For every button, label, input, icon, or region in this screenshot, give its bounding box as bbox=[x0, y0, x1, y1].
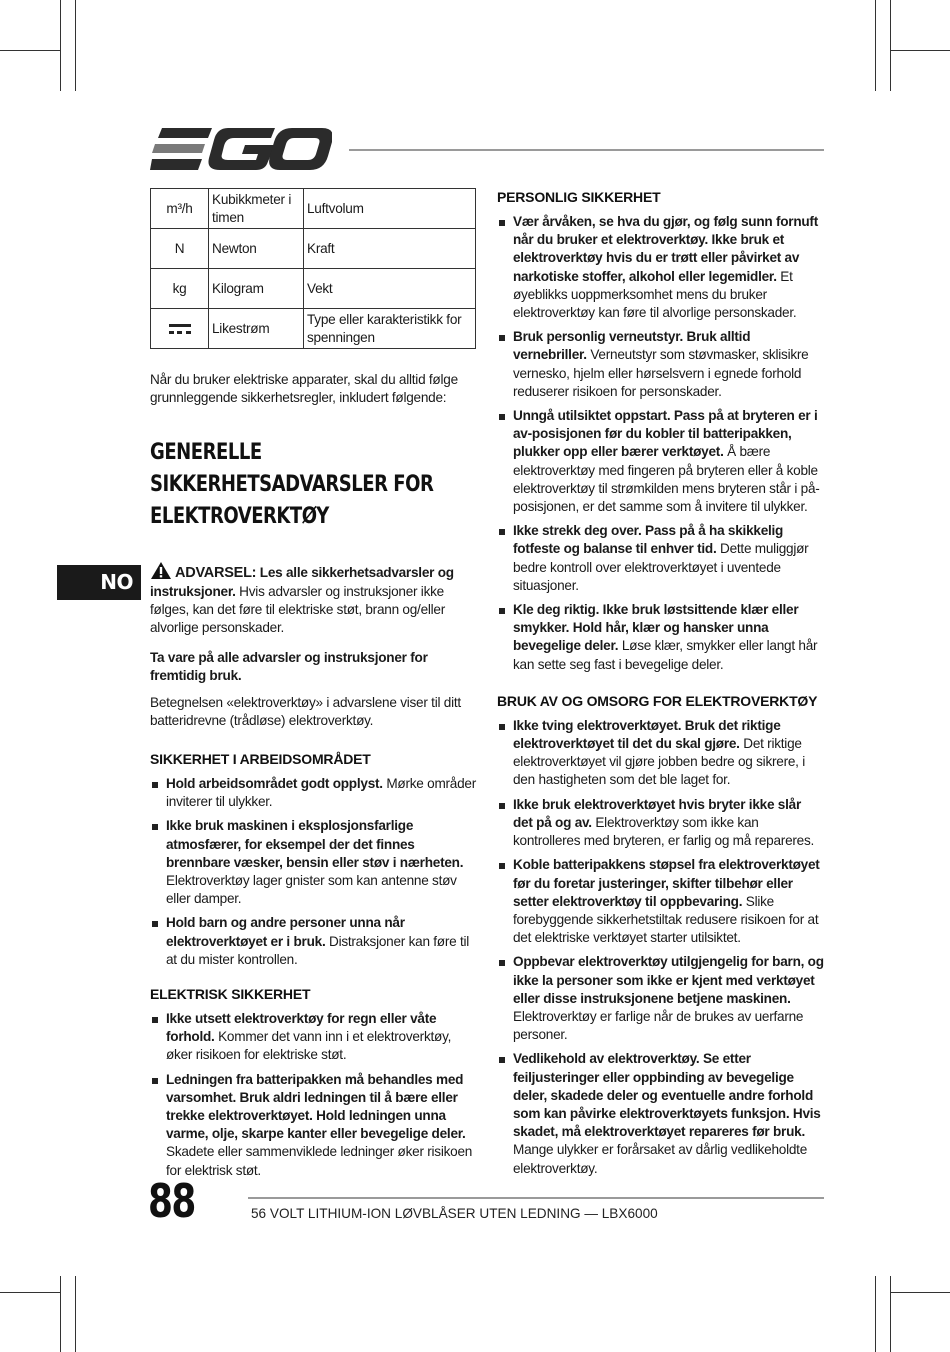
section-title: GENERELLE SIKKERHETSADVARSLER FOR ELEKTROVERKTØY bbox=[150, 440, 434, 530]
ego-logo bbox=[150, 128, 332, 170]
unit-meaning: Type eller karakteristikk for spenningen bbox=[304, 309, 476, 349]
warning-triangle-icon bbox=[150, 561, 172, 580]
unit-symbol: N bbox=[151, 229, 209, 269]
dc-symbol-icon bbox=[169, 323, 191, 335]
footer-product-title: 56 VOLT LITHIUM-ION LØVBLÅSER UTEN LEDNING — LBX6000 bbox=[251, 1206, 658, 1221]
list-item: Unngå utilsiktet oppstart. Pass på at bryteren er i av-posisjonen før du kobler til batteripakken, plukker opp eller bærer verktøyet. Å bære elektroverktøy med fingeren på bryteren eller å koble elektroverktøy til strømkilden mens bryteren står i på-posisjonen, er det samme som å invitere til ulykker. bbox=[497, 407, 824, 516]
section-heading: ELEKTRISK SIKKERHET bbox=[150, 986, 311, 1003]
bullet-list bbox=[150, 1010, 477, 1180]
list-item: Hold arbeidsområdet godt opplyst. Mørke områder inviterer til ulykker. bbox=[150, 775, 477, 811]
list-item: Kle deg riktig. Ikke bruk løstsittende klær eller smykker. Hold hår, klær og hansker unna bevegelige deler. Løse klær, smykker eller langt hår kan sette seg fast i bevegelige deler. bbox=[497, 601, 824, 674]
crop-mark bbox=[890, 1276, 891, 1352]
unit-symbol bbox=[151, 309, 209, 349]
list-item: Koble batteripakkens støpsel fra elektroverktøyet før du foretar justeringer, skifter tilbehør eller setter elektroverktøy til oppbevaring. Slike forebyggende sikkerhetstiltak redusere risikoen for at det elektriske verktøyet starter utilsiktet. bbox=[497, 856, 824, 947]
list-item: Vær årvåken, se hva du gjør, og følg sunn fornuft når du bruker et elektroverktøy. Ikke bruk et elektroverktøy hvis du er trøtt eller påvirket av narkotiske stoffer, alkohol eller legemidler. Et øyeblikks uoppmerksomhet mens du bruker elektroverktøy kan føre til alvorlige personskader. bbox=[497, 213, 824, 322]
footer-rule bbox=[248, 1197, 824, 1199]
crop-mark bbox=[60, 0, 61, 91]
unit-name: Kubikkmeter i timen bbox=[209, 189, 304, 229]
keep-instructions-note: Ta vare på alle advarsler og instruksjoner for fremtidig bruk. bbox=[150, 650, 428, 684]
header-rule bbox=[349, 149, 824, 151]
unit-name: Kilogram bbox=[209, 269, 304, 309]
warning-paragraph bbox=[150, 561, 477, 637]
bullet-list bbox=[497, 717, 824, 1178]
crop-mark bbox=[875, 0, 876, 91]
unit-meaning: Luftvolum bbox=[304, 189, 476, 229]
table-row bbox=[151, 229, 476, 269]
crop-mark bbox=[0, 1292, 60, 1293]
crop-mark bbox=[75, 1276, 76, 1352]
warning-text: Hvis advarsler og instruksjoner ikke følges, kan det føre til elektriske støt, brann og/eller alvorlige personskader. bbox=[150, 583, 446, 636]
right-column bbox=[497, 188, 824, 1184]
definition-text: Betegnelsen «elektroverktøy» i advarslene viser til ditt batteridrevne (trådløse) elektroverktøy. bbox=[150, 694, 461, 728]
list-item: Oppbevar elektroverktøy utilgjengelig for barn, og ikke la personer som ikke er kjent med verktøyet eller disse instruksjonene betjene maskinen. Elektroverktøy er farlige når de brukes av uerfarne personer. bbox=[497, 953, 824, 1044]
unit-symbol: m³/h bbox=[151, 189, 209, 229]
unit-symbol: kg bbox=[151, 269, 209, 309]
bullet-list bbox=[150, 775, 477, 969]
unit-name: Likestrøm bbox=[209, 309, 304, 349]
warning-bold: Les alle sikkerhetsadvarsler og instruksjoner. bbox=[150, 565, 454, 599]
list-item: Bruk personlig verneutstyr. Bruk alltid vernebriller. Verneutstyr som støvmasker, sklisikre vernesko, hjelm eller hørselsvern i egnede forhold reduserer risikoen for personskader. bbox=[497, 328, 824, 401]
language-tab: NO bbox=[57, 565, 141, 600]
units-table bbox=[150, 188, 476, 349]
crop-mark bbox=[0, 50, 60, 51]
section-heading: PERSONLIG SIKKERHET bbox=[497, 189, 661, 205]
page-number: 88 bbox=[148, 1174, 195, 1228]
table-row bbox=[151, 269, 476, 309]
section-heading: SIKKERHET I ARBEIDSOMRÅDET bbox=[150, 751, 371, 768]
crop-mark bbox=[60, 1276, 61, 1352]
list-item: Ikke utsett elektroverktøy for regn eller våte forhold. Kommer det vann inn i et elektroverktøy, øker risikoen for elektriske støt. bbox=[150, 1010, 477, 1065]
unit-name: Newton bbox=[209, 229, 304, 269]
list-item: Ikke bruk maskinen i eksplosjonsfarlige atmosfærer, for eksempel der det finnes brennbare væsker, bensin eller støv i nærheten. Elektroverktøy lager gnister som kan antenne støv eller damper. bbox=[150, 817, 477, 908]
unit-meaning: Kraft bbox=[304, 229, 476, 269]
crop-mark bbox=[890, 50, 950, 51]
table-row bbox=[151, 309, 476, 349]
bullet-list bbox=[497, 213, 824, 674]
section-heading: BRUK AV OG OMSORG FOR ELEKTROVERKTØY bbox=[497, 692, 818, 709]
crop-mark bbox=[75, 0, 76, 91]
list-item: Hold barn og andre personer unna når elektroverktøyet er i bruk. Distraksjoner kan føre til at du mister kontrollen. bbox=[150, 914, 477, 969]
crop-mark bbox=[875, 1276, 876, 1352]
warning-label: ADVARSEL: bbox=[175, 565, 257, 582]
list-item: Ledningen fra batteripakken må behandles med varsomhet. Bruk aldri ledningen til å bære eller trekke elektroverktøyet. Hold ledningen unna varme, olje, skarpe kanter eller bevegelige deler. Skadete eller sammenviklede ledninger øker risikoen for elektrisk støt. bbox=[150, 1071, 477, 1180]
left-column bbox=[150, 188, 477, 1186]
intro-text: Når du bruker elektriske apparater, skal du alltid følge grunnleggende sikkerhetsregler, inkludert følgende: bbox=[150, 372, 458, 406]
list-item: Ikke tving elektroverktøyet. Bruk det riktige elektroverktøyet til det du skal gjøre. Det riktige elektroverktøyet vil gjøre jobben bedre og sikrere, i den hastigheten som det ble laget for. bbox=[497, 717, 824, 790]
list-item: Vedlikehold av elektroverktøy. Se etter feiljusteringer eller oppbinding av bevegelige deler, skadede deler og eventuelle andre forhold som kan påvirke elektroverktøyets funksjon. Hvis skadet, må elektroverktøyet repareres før bruk. Mange ulykker er forårsaket av dårlig vedlikeholdte elektroverktøy. bbox=[497, 1050, 824, 1177]
list-item: Ikke strekk deg over. Pass på å ha skikkelig fotfeste og balanse til enhver tid. Dette muliggjør bedre kontroll over elektroverktøyet i uventede situasjoner. bbox=[497, 522, 824, 595]
table-row bbox=[151, 189, 476, 229]
crop-mark bbox=[890, 0, 891, 91]
unit-meaning: Vekt bbox=[304, 269, 476, 309]
list-item: Ikke bruk elektroverktøyet hvis bryter ikke slår det på og av. Elektroverktøy som ikke kan kontrolleres med bryteren, er farlig og må repareres. bbox=[497, 796, 824, 851]
crop-mark bbox=[890, 1292, 950, 1293]
